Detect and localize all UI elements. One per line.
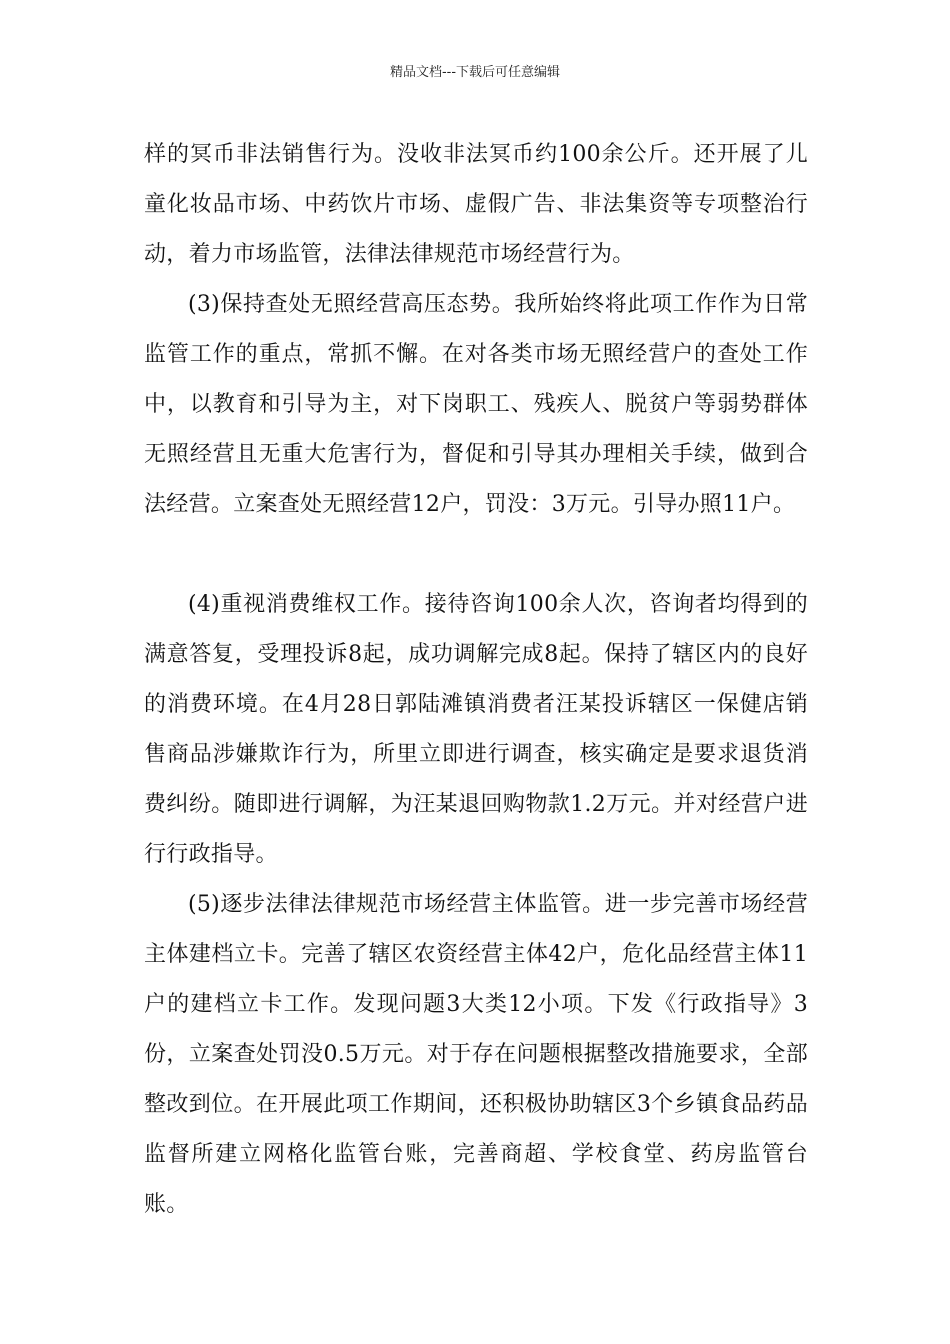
paragraph-item-3: (3)保持查处无照经营高压态势。我所始终将此项工作作为日常监管工作的重点，常抓不懈。在对各类市场无照经营户的查处工作中，以教育和引导为主，对下岗职工、残疾人、脱贫户等弱势群体无照经营且无重大危害行为，督促和引导其办理相关手续，做到合法经营。立案查处无照经营12户，罚没：3万元。引导办照11户。	[144, 292, 808, 517]
paragraph-spacer	[144, 530, 808, 580]
paragraph-item-4: (4)重视消费维权工作。接待咨询100余人次，咨询者均得到的满意答复，受理投诉8起，成功调解完成8起。保持了辖区内的良好的消费环境。在4月28日郭陆滩镇消费者汪某投诉辖区一保健店销售商品涉嫌欺诈行为，所里立即进行调查，核实确定是要求退货消费纠纷。随即进行调解，为汪某退回购物款1.2万元。并对经营户进行行政指导。	[144, 592, 808, 867]
paragraph-continuation: 样的冥币非法销售行为。没收非法冥币约100余公斤。还开展了儿童化妆品市场、中药饮片市场、虚假广告、非法集资等专项整治行动，着力市场监管，法律法律规范市场经营行为。	[144, 142, 808, 267]
document-body	[144, 130, 808, 1230]
paragraph-item-5: (5)逐步法律法律规范市场经营主体监管。进一步完善市场经营主体建档立卡。完善了辖区农资经营主体42户，危化品经营主体11户的建档立卡工作。发现问题3大类12小项。下发《行政指导》3份，立案查处罚没0.5万元。对于存在问题根据整改措施要求，全部整改到位。在开展此项工作期间，还积极协助辖区3个乡镇食品药品监督所建立网格化监管台账，完善商超、学校食堂、药房监管台账。	[144, 892, 808, 1217]
page-header: 精品文档---下载后可任意编辑	[389, 65, 561, 80]
